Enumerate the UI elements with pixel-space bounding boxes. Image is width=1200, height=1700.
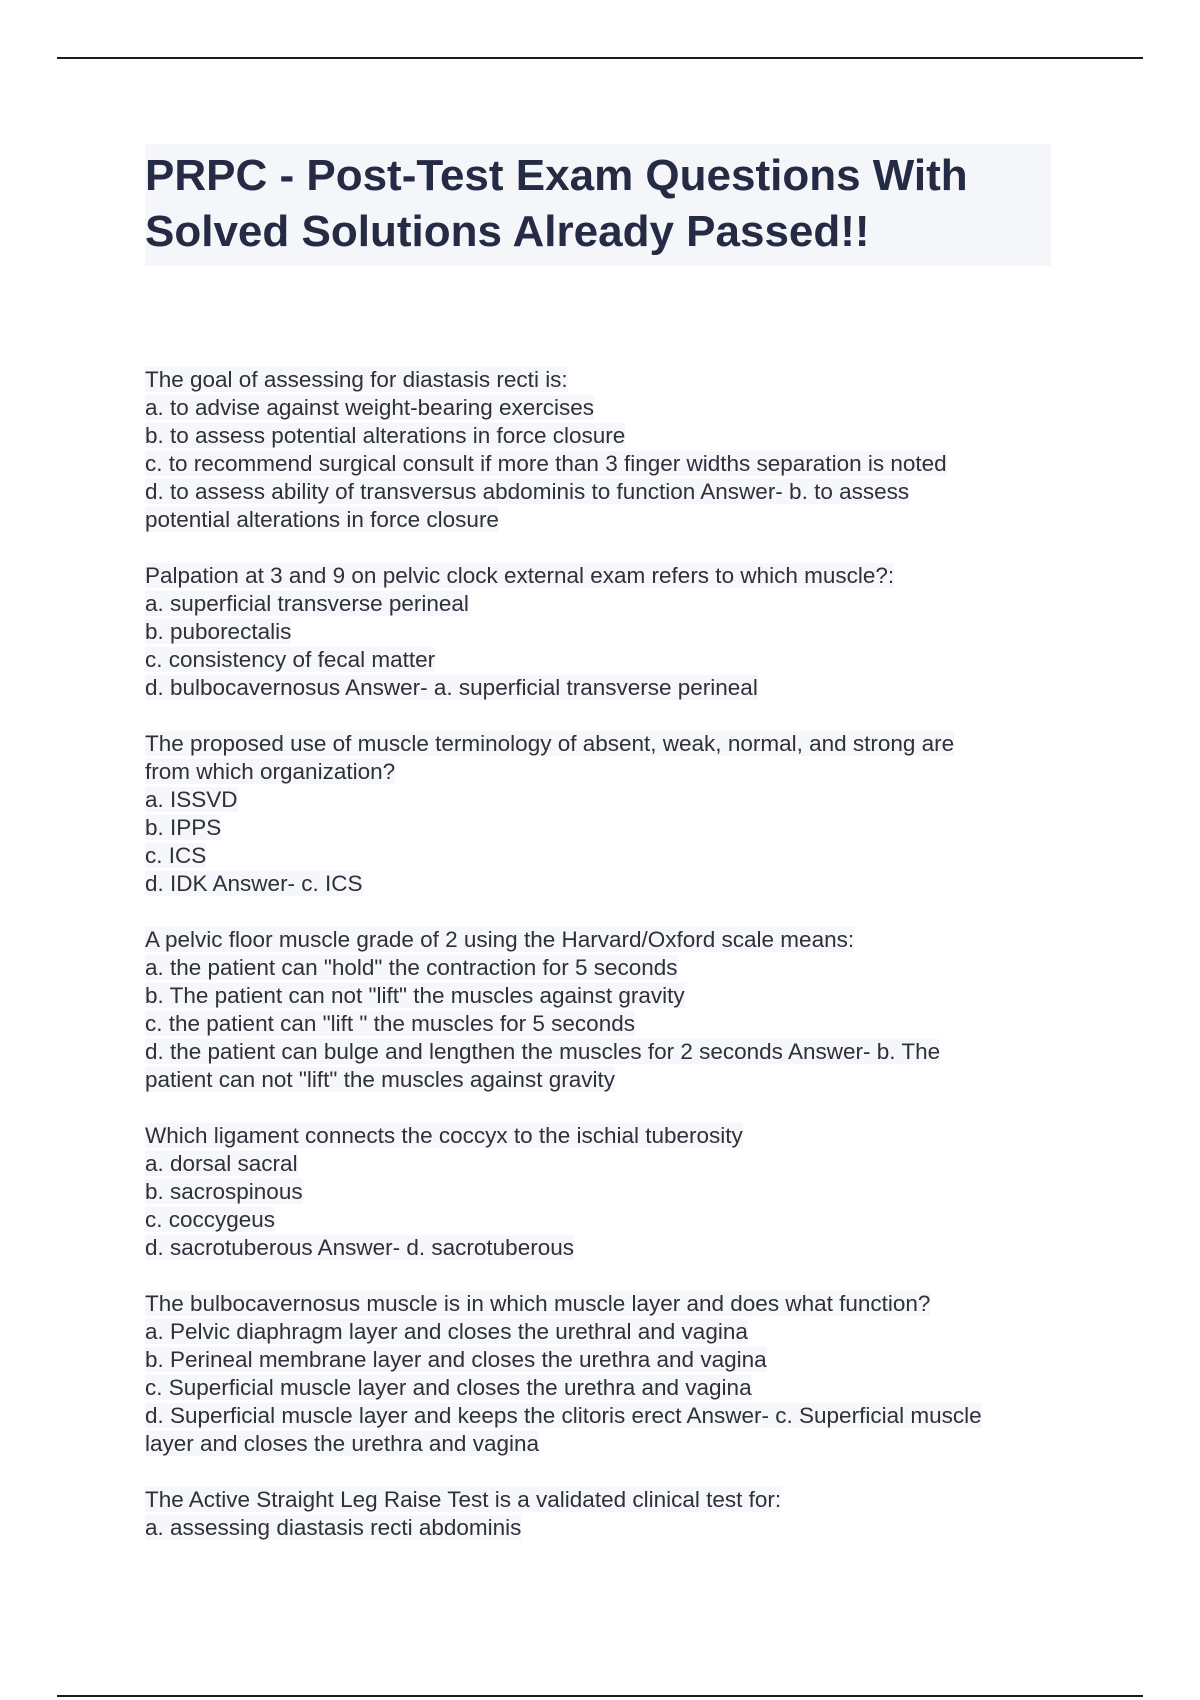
title-line: PRPC - Post-Test Exam Questions With <box>145 151 968 200</box>
answer-continuation: layer and closes the urethra and vagina <box>145 1431 540 1456</box>
question-text: Palpation at 3 and 9 on pelvic clock external exam refers to which muscle?: <box>145 563 895 588</box>
option-text: c. to recommend surgical consult if more than 3 finger widths separation is noted <box>145 451 947 476</box>
question-text: A pelvic floor muscle grade of 2 using the Harvard/Oxford scale means: <box>145 927 855 952</box>
top-rule <box>57 57 1143 59</box>
option-text: b. IPPS <box>145 815 222 840</box>
question-block <box>145 1486 1065 1542</box>
question-text: The Active Straight Leg Raise Test is a validated clinical test for: <box>145 1487 782 1512</box>
question-text: The bulbocavernosus muscle is in which muscle layer and does what function? <box>145 1291 931 1316</box>
questions-list <box>145 366 1065 1570</box>
question-block <box>145 926 1065 1094</box>
question-block <box>145 562 1065 702</box>
option-text: c. coccygeus <box>145 1207 276 1232</box>
option-text: a. to advise against weight-bearing exercises <box>145 395 595 420</box>
question-text: The goal of assessing for diastasis recti is: <box>145 367 568 392</box>
answer-continuation: potential alterations in force closure <box>145 507 499 532</box>
option-text: b. to assess potential alterations in force closure <box>145 423 626 448</box>
option-text: c. consistency of fecal matter <box>145 647 436 672</box>
option-answer-text: d. the patient can bulge and lengthen the muscles for 2 seconds Answer- b. The <box>145 1039 941 1064</box>
option-answer-text: d. IDK Answer- c. ICS <box>145 871 363 896</box>
title-line: Solved Solutions Already Passed!! <box>145 207 870 256</box>
question-text: from which organization? <box>145 759 396 784</box>
question-text: The proposed use of muscle terminology of absent, weak, normal, and strong are <box>145 731 955 756</box>
option-text: c. ICS <box>145 843 207 868</box>
question-block <box>145 366 1065 534</box>
option-text: a. superficial transverse perineal <box>145 591 469 616</box>
option-text: b. puborectalis <box>145 619 292 644</box>
option-text: a. assessing diastasis recti abdominis <box>145 1515 522 1540</box>
option-text: b. sacrospinous <box>145 1179 303 1204</box>
question-block <box>145 1122 1065 1262</box>
question-block <box>145 1290 1065 1458</box>
document-title <box>145 144 1051 266</box>
option-text: a. dorsal sacral <box>145 1151 298 1176</box>
option-answer-text: d. bulbocavernosus Answer- a. superficial transverse perineal <box>145 675 758 700</box>
option-answer-text: d. to assess ability of transversus abdominis to function Answer- b. to assess <box>145 479 910 504</box>
answer-continuation: patient can not "lift" the muscles against gravity <box>145 1067 615 1092</box>
option-text: c. Superficial muscle layer and closes the urethra and vagina <box>145 1375 752 1400</box>
question-block <box>145 730 1065 898</box>
option-text: b. The patient can not "lift" the muscles against gravity <box>145 983 685 1008</box>
option-text: c. the patient can "lift " the muscles for 5 seconds <box>145 1011 635 1036</box>
bottom-rule <box>57 1695 1143 1697</box>
option-answer-text: d. Superficial muscle layer and keeps the clitoris erect Answer- c. Superficial muscle <box>145 1403 982 1428</box>
question-text: Which ligament connects the coccyx to the ischial tuberosity <box>145 1123 743 1148</box>
option-text: a. Pelvic diaphragm layer and closes the urethral and vagina <box>145 1319 748 1344</box>
option-text: a. the patient can "hold" the contraction for 5 seconds <box>145 955 678 980</box>
option-answer-text: d. sacrotuberous Answer- d. sacrotuberous <box>145 1235 574 1260</box>
option-text: b. Perineal membrane layer and closes the urethra and vagina <box>145 1347 767 1372</box>
option-text: a. ISSVD <box>145 787 238 812</box>
